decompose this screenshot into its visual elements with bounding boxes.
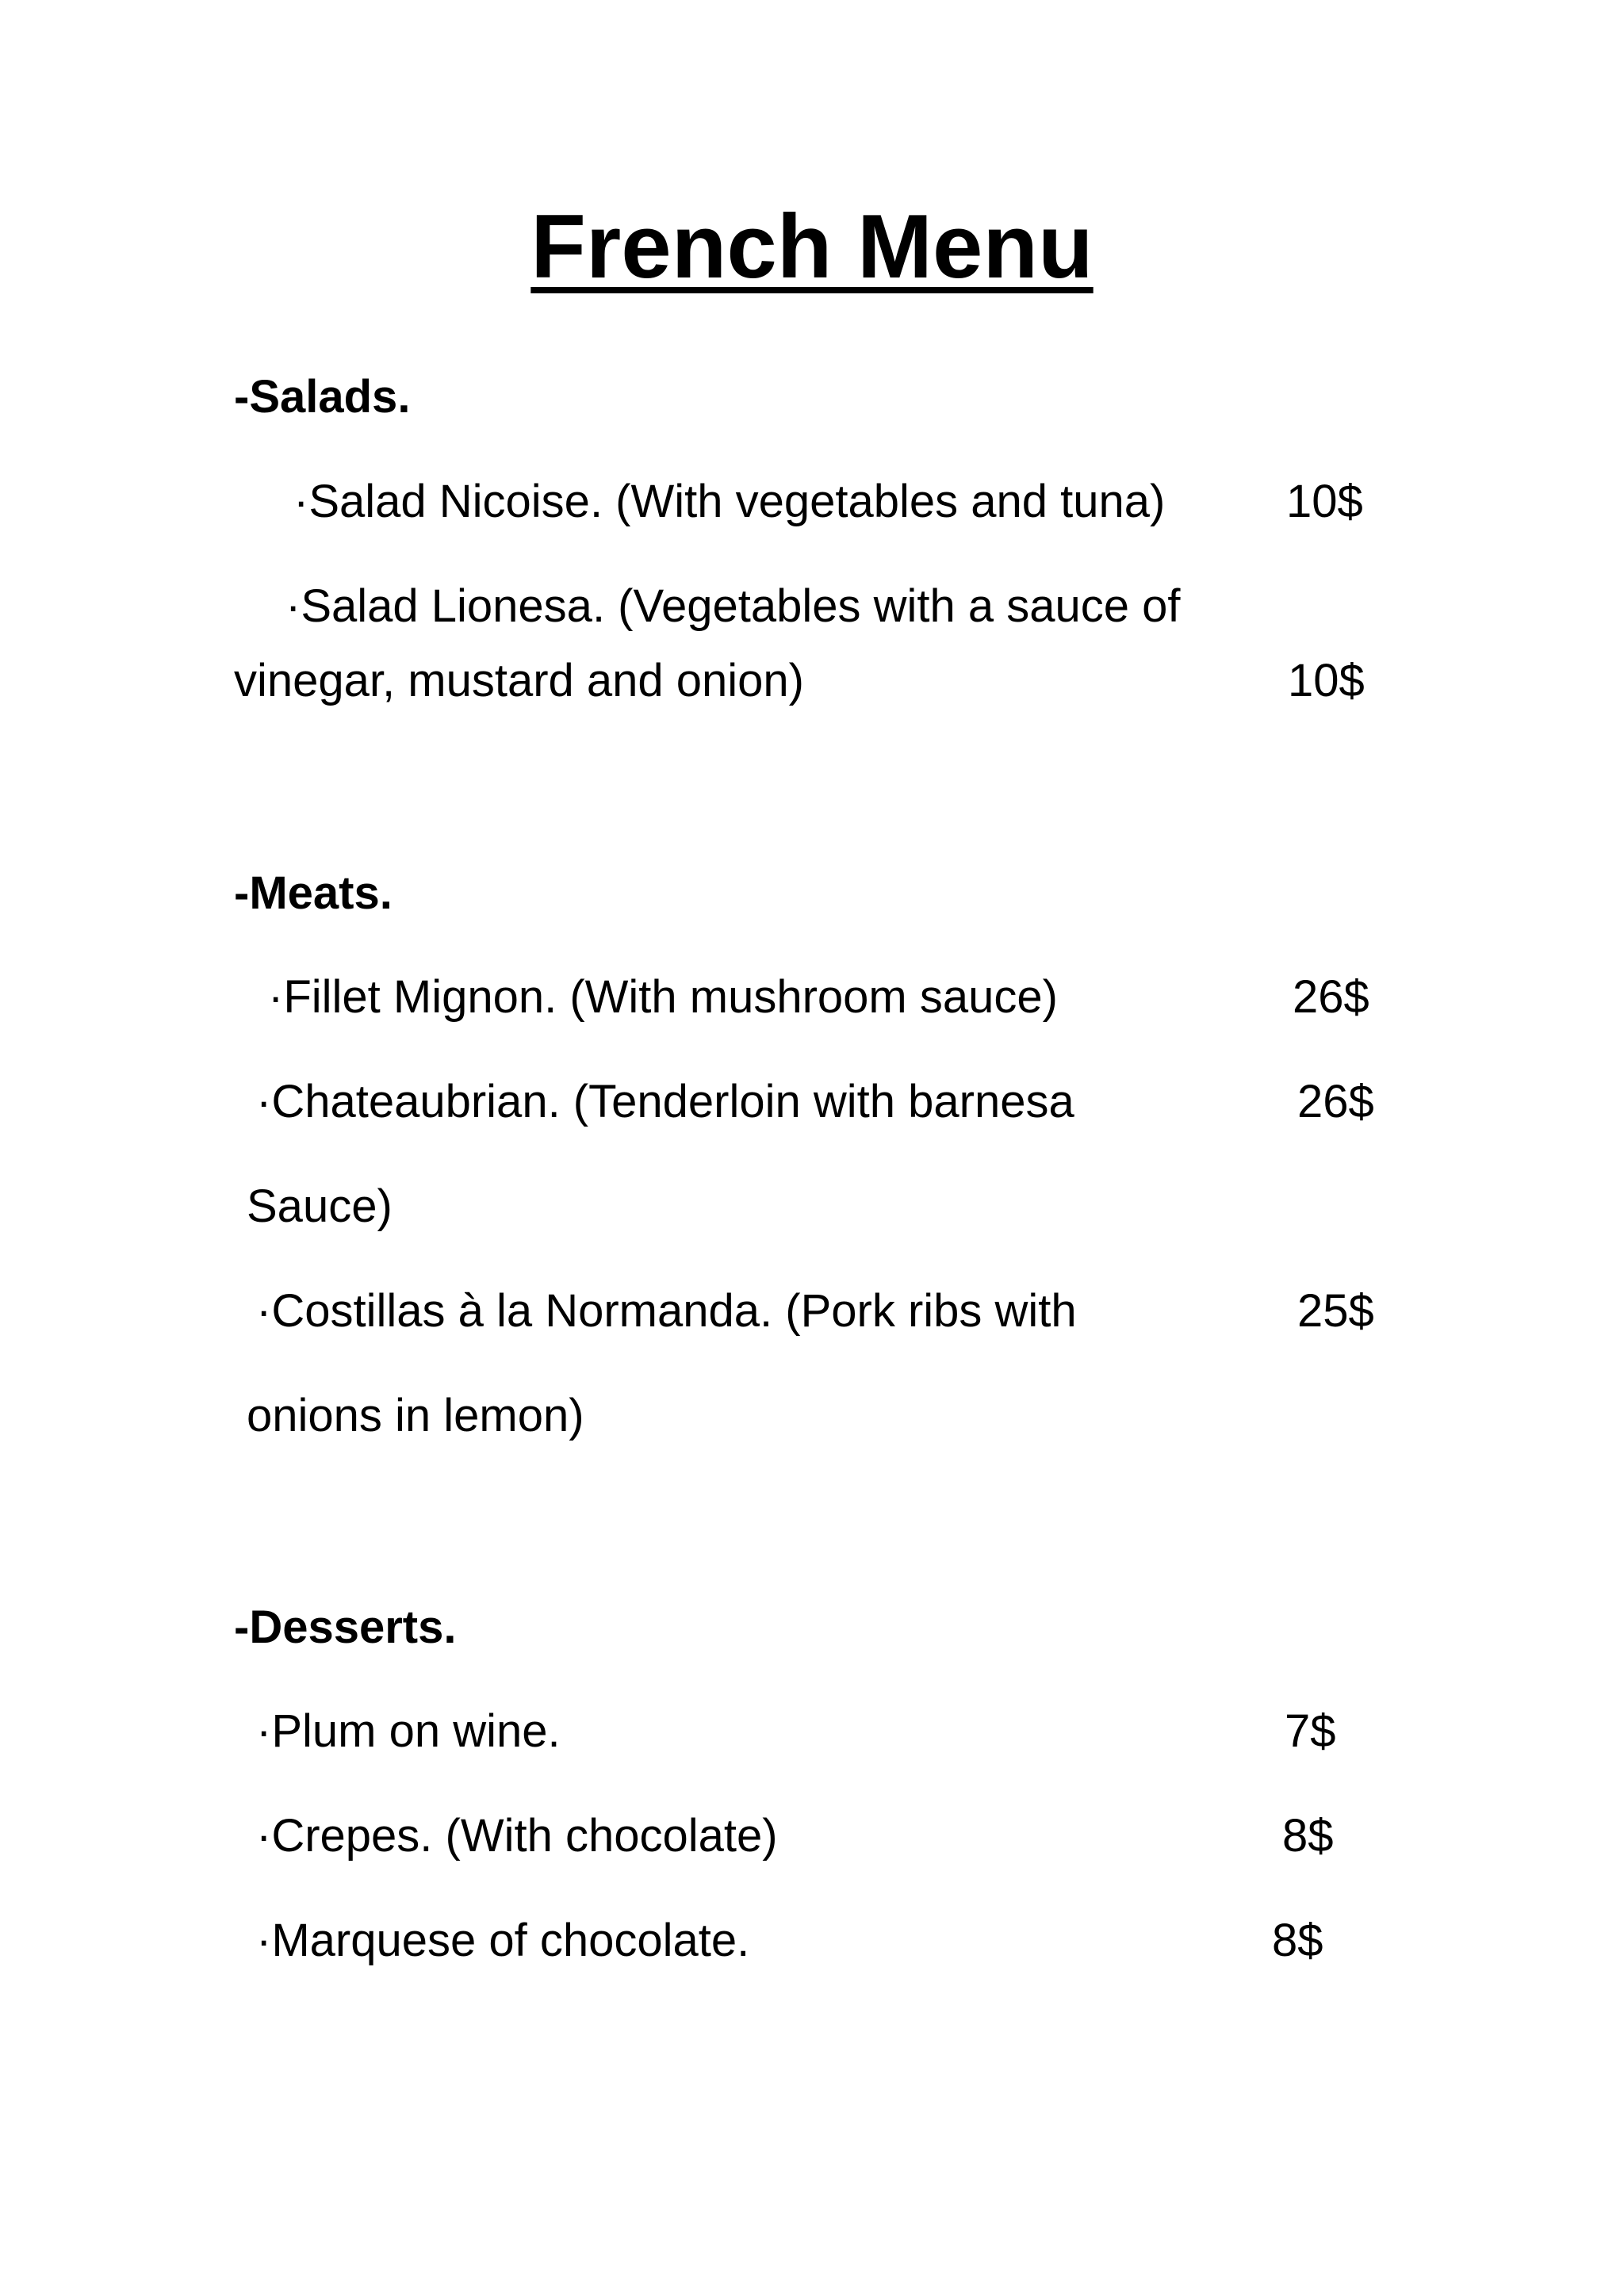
item-costillas-price: 25$	[1297, 1285, 1374, 1337]
item-costillas-line-1: ·Costillas à la Normanda. (Pork ribs with	[256, 1285, 1077, 1337]
section-heading-meats: -Meats.	[234, 867, 393, 919]
item-chateaubrian-line-1: ·Chateaubrian. (Tenderloin with barnesa	[256, 1076, 1074, 1127]
item-crepes-price: 8$	[1282, 1810, 1334, 1862]
section-heading-desserts: -Desserts.	[234, 1601, 457, 1653]
item-salad-lionesa-line-1: ·Salad Lionesa. (Vegetables with a sauce of	[285, 580, 1181, 632]
item-plum-on-wine-price: 7$	[1285, 1705, 1336, 1757]
item-chateaubrian-price: 26$	[1297, 1076, 1374, 1127]
menu-title	[0, 197, 1624, 297]
item-costillas-line-2: onions in lemon)	[247, 1390, 584, 1441]
item-marquese-line-1: ·Marquese of chocolate.	[256, 1915, 750, 1966]
item-marquese-price: 8$	[1272, 1915, 1323, 1966]
item-salad-lionesa-line-2: vinegar, mustard and onion)	[234, 655, 804, 706]
item-salad-nicoise-line-1: ·Salad Nicoise. (With vegetables and tuna)	[293, 476, 1166, 527]
item-fillet-mignon-line-1: ·Fillet Mignon. (With mushroom sauce)	[268, 971, 1058, 1023]
item-salad-nicoise-price: 10$	[1286, 476, 1363, 527]
menu-title-text: French Menu	[530, 197, 1094, 297]
item-plum-on-wine-line-1: ·Plum on wine.	[256, 1705, 561, 1757]
item-fillet-mignon-price: 26$	[1293, 971, 1369, 1023]
item-salad-lionesa-price: 10$	[1288, 655, 1365, 706]
section-heading-salads: -Salads.	[234, 371, 411, 423]
item-chateaubrian-line-2: Sauce)	[247, 1181, 393, 1232]
item-crepes-line-1: ·Crepes. (With chocolate)	[256, 1810, 778, 1862]
